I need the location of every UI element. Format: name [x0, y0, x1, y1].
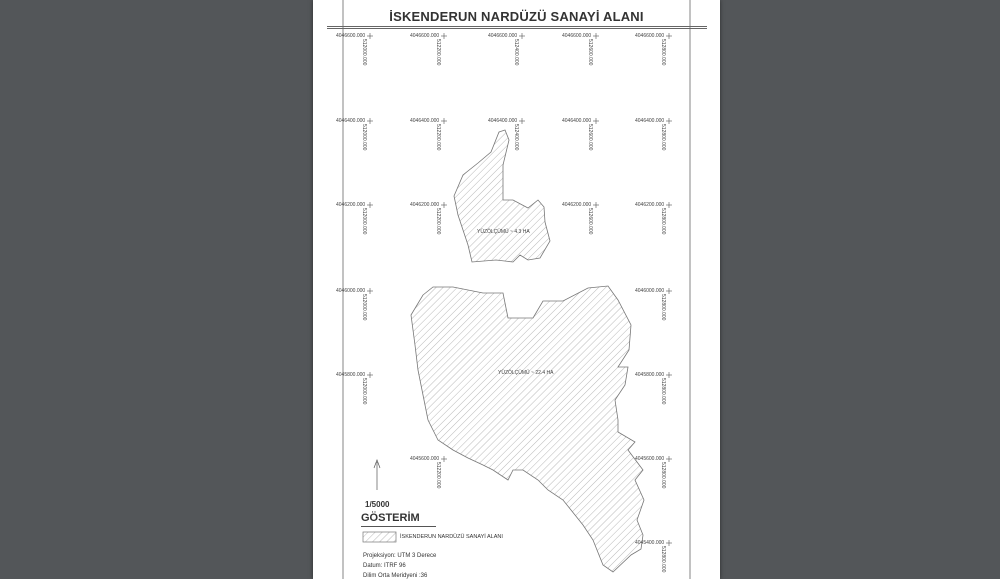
- grid-label-easting: 512800.000: [660, 378, 666, 405]
- scale-label: 1/5000: [365, 500, 390, 509]
- grid-label-easting: 512200.000: [435, 124, 441, 151]
- legend-item-label: İSKENDERUN NARDÜZÜ SANAYİ ALANI: [400, 534, 503, 540]
- grid-label-northing: 4046400.000: [562, 118, 592, 124]
- title-rule-bottom: [327, 28, 707, 29]
- meridian-label: Dilim Orta Meridyeni :36: [363, 573, 428, 579]
- grid-label-easting: 512600.000: [587, 124, 593, 151]
- grid-label-northing: 4046200.000: [562, 202, 592, 208]
- grid-label-northing: 4046600.000: [336, 33, 366, 39]
- grid-label-northing: 4045600.000: [410, 456, 440, 462]
- grid-label-easting: 512000.000: [361, 378, 367, 405]
- grid-label-easting: 512000.000: [361, 39, 367, 66]
- map-page: [313, 0, 720, 579]
- grid-label-northing: 4045800.000: [336, 372, 366, 378]
- grid-label-easting: 512800.000: [660, 208, 666, 235]
- grid-label-easting: 512200.000: [435, 39, 441, 66]
- grid-label-northing: 4046000.000: [635, 288, 665, 294]
- grid-label-northing: 4046200.000: [410, 202, 440, 208]
- grid-label-easting: 512800.000: [660, 39, 666, 66]
- map-title: İSKENDERUN NARDÜZÜ SANAYİ ALANI: [389, 9, 644, 24]
- grid-label-easting: 512800.000: [660, 124, 666, 151]
- grid-label-easting: 512200.000: [435, 208, 441, 235]
- grid-label-easting: 512400.000: [513, 124, 519, 151]
- grid-label-northing: 4045600.000: [635, 456, 665, 462]
- grid-label-easting: 512200.000: [435, 462, 441, 489]
- grid-label-easting: 512000.000: [361, 208, 367, 235]
- grid-label-easting: 512400.000: [513, 39, 519, 66]
- grid-label-easting: 512600.000: [587, 208, 593, 235]
- legend-swatch: [363, 532, 396, 542]
- grid-label-northing: 4046000.000: [336, 288, 366, 294]
- grid-label-northing: 4046400.000: [336, 118, 366, 124]
- grid-label-northing: 4046600.000: [488, 33, 518, 39]
- grid-label-northing: 4046200.000: [336, 202, 366, 208]
- projection-label: Projeksiyon: UTM 3 Derece: [363, 553, 437, 559]
- area-label-north: YÜZÖLÇÜMÜ ~ 4.3 HA: [477, 229, 530, 235]
- area-label-south: YÜZÖLÇÜMÜ ~ 22.4 HA: [498, 370, 554, 376]
- grid-label-northing: 4046600.000: [410, 33, 440, 39]
- grid-label-northing: 4046200.000: [635, 202, 665, 208]
- parcel-south[interactable]: [411, 286, 644, 572]
- legend-rule: [361, 526, 436, 527]
- grid-label-easting: 512600.000: [587, 39, 593, 66]
- legend-title: GÖSTERİM: [361, 512, 420, 524]
- grid-label-northing: 4046400.000: [488, 118, 518, 124]
- grid-label-northing: 4045800.000: [635, 372, 665, 378]
- title-rule-top: [327, 26, 707, 27]
- grid-label-easting: 512000.000: [361, 124, 367, 151]
- grid-label-northing: 4046600.000: [562, 33, 592, 39]
- datum-label: Datum: ITRF 96: [363, 563, 406, 569]
- grid-label-northing: 4046400.000: [635, 118, 665, 124]
- grid-label-easting: 512000.000: [361, 294, 367, 321]
- parcel-north[interactable]: [454, 130, 550, 262]
- grid-label-northing: 4045400.000: [635, 540, 665, 546]
- grid-label-easting: 512800.000: [660, 294, 666, 321]
- grid-label-easting: 512800.000: [660, 462, 666, 489]
- grid-label-northing: 4046600.000: [635, 33, 665, 39]
- grid-label-northing: 4046400.000: [410, 118, 440, 124]
- grid-label-easting: 512800.000: [660, 546, 666, 573]
